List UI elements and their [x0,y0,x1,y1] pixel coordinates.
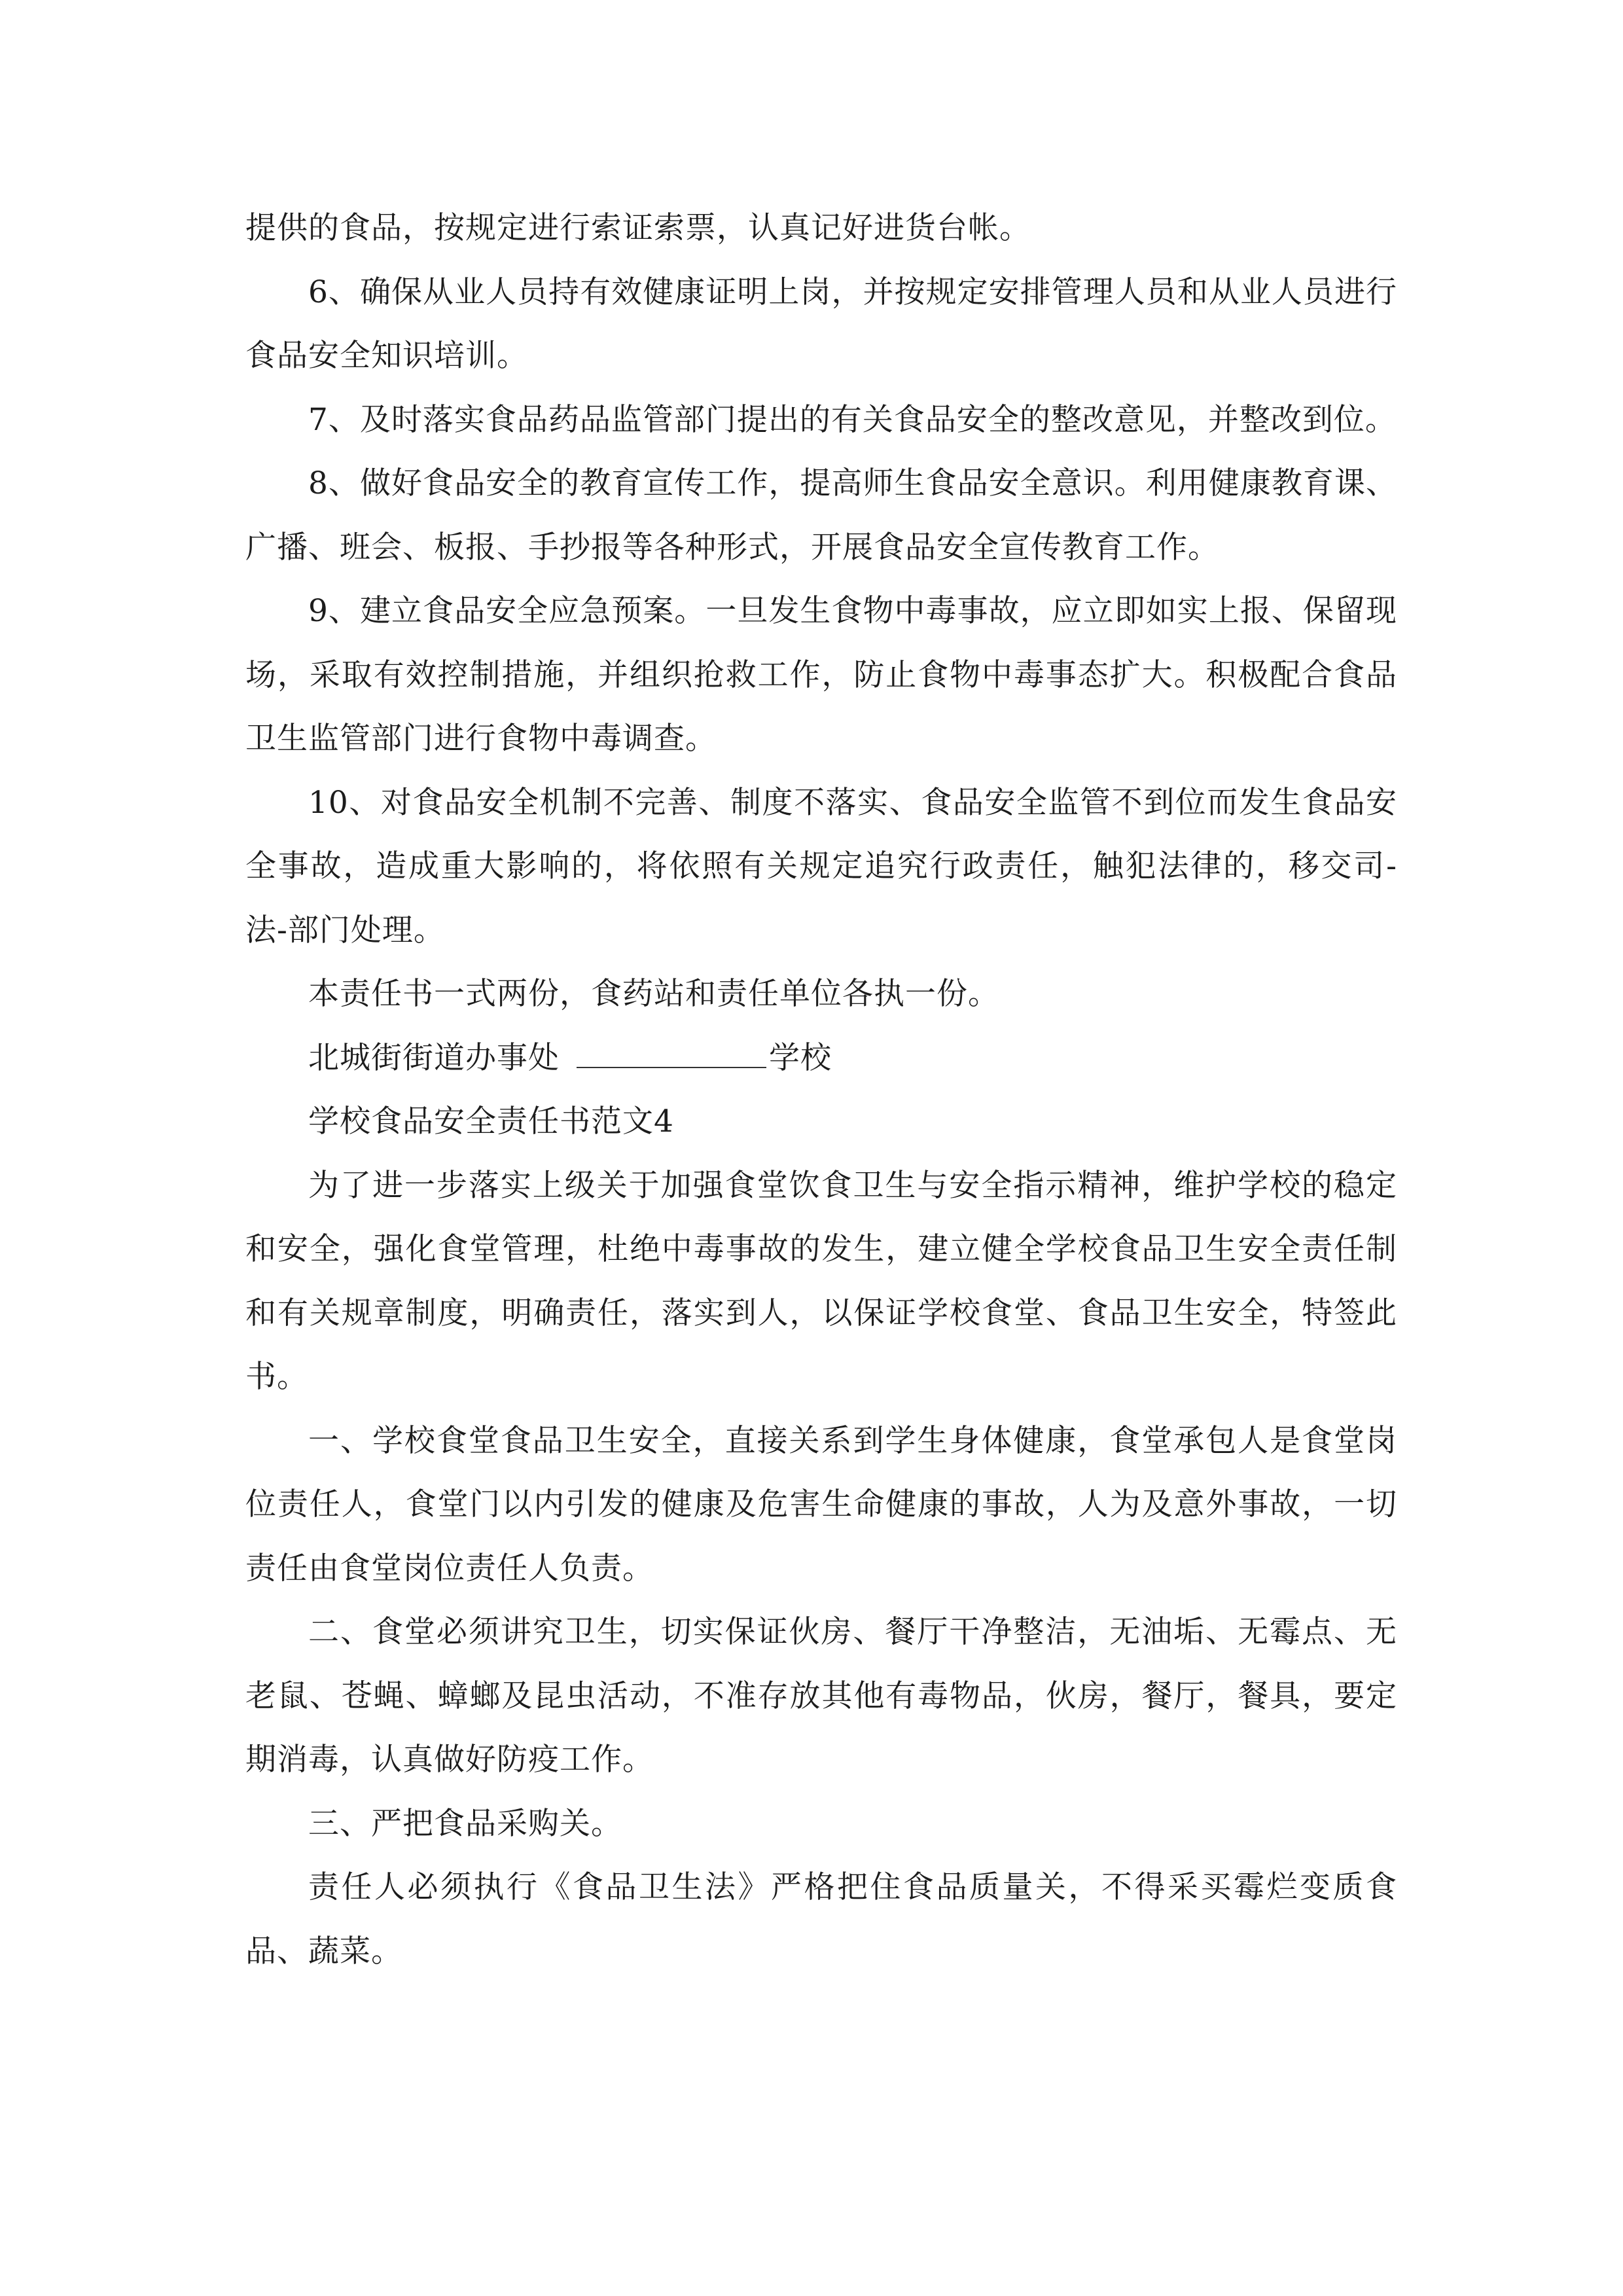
paragraph-intro: 为了进一步落实上级关于加强食堂饮食卫生与安全指示精神，维护学校的稳定和安全，强化食堂管理，杜绝中毒事故的发生，建立健全学校食品卫生安全责任制和有关规章制度，明确责任，落实到人，以保证学校食堂、食品卫生安全，特签此书。 [245,1167,1397,1395]
signature-left: 北城街街道办事处 [308,1039,560,1076]
signature-line [245,1026,1397,1090]
paragraph-clause-3: 三、严把食品采购关。 [308,1805,622,1842]
signature-blank [577,1038,766,1068]
paragraph-item-10: 10、对食品安全机制不完善、制度不落实、食品安全监管不到位而发生食品安全事故，造成重大影响的，将依照有关规定追究行政责任，触犯法律的，移交司-法-部门处理。 [245,784,1397,948]
section-heading: 学校食品安全责任书范文4 [308,1103,674,1139]
signature-right: 学校 [769,1039,832,1076]
paragraph-copies: 本责任书一式两份，食药站和责任单位各执一份。 [308,976,999,1012]
paragraph-item-8: 8、做好食品安全的教育宣传工作，提高师生食品安全意识。利用健康教育课、广播、班会、板报、手抄报等各种形式，开展食品安全宣传教育工作。 [245,465,1397,565]
paragraph-clause-3-detail: 责任人必须执行《食品卫生法》严格把住食品质量关，不得采买霉烂变质食品、蔬菜。 [245,1869,1397,1969]
paragraph-item-6: 6、确保从业人员持有效健康证明上岗，并按规定安排管理人员和从业人员进行食品安全知识培训。 [245,274,1397,374]
document-body [245,196,1397,1983]
paragraph-item-7: 7、及时落实食品药品监管部门提出的有关食品安全的整改意见，并整改到位。 [308,401,1397,438]
paragraph-clause-1: 一、学校食堂食品卫生安全，直接关系到学生身体健康，食堂承包人是食堂岗位责任人，食堂门以内引发的健康及危害生命健康的事故，人为及意外事故，一切责任由食堂岗位责任人负责。 [245,1422,1397,1587]
paragraph-continuation: 提供的食品，按规定进行索证索票，认真记好进货台帐。 [245,210,1031,246]
paragraph-item-9: 9、建立食品安全应急预案。一旦发生食物中毒事故，应立即如实上报、保留现场，采取有效控制措施，并组织抢救工作，防止食物中毒事态扩大。积极配合食品卫生监管部门进行食物中毒调查。 [245,593,1397,757]
paragraph-clause-2: 二、食堂必须讲究卫生，切实保证伙房、餐厅干净整洁，无油垢、无霉点、无老鼠、苍蝇、蟑螂及昆虫活动，不准存放其他有毒物品，伙房，餐厅，餐具，要定期消毒，认真做好防疫工作。 [245,1614,1397,1778]
